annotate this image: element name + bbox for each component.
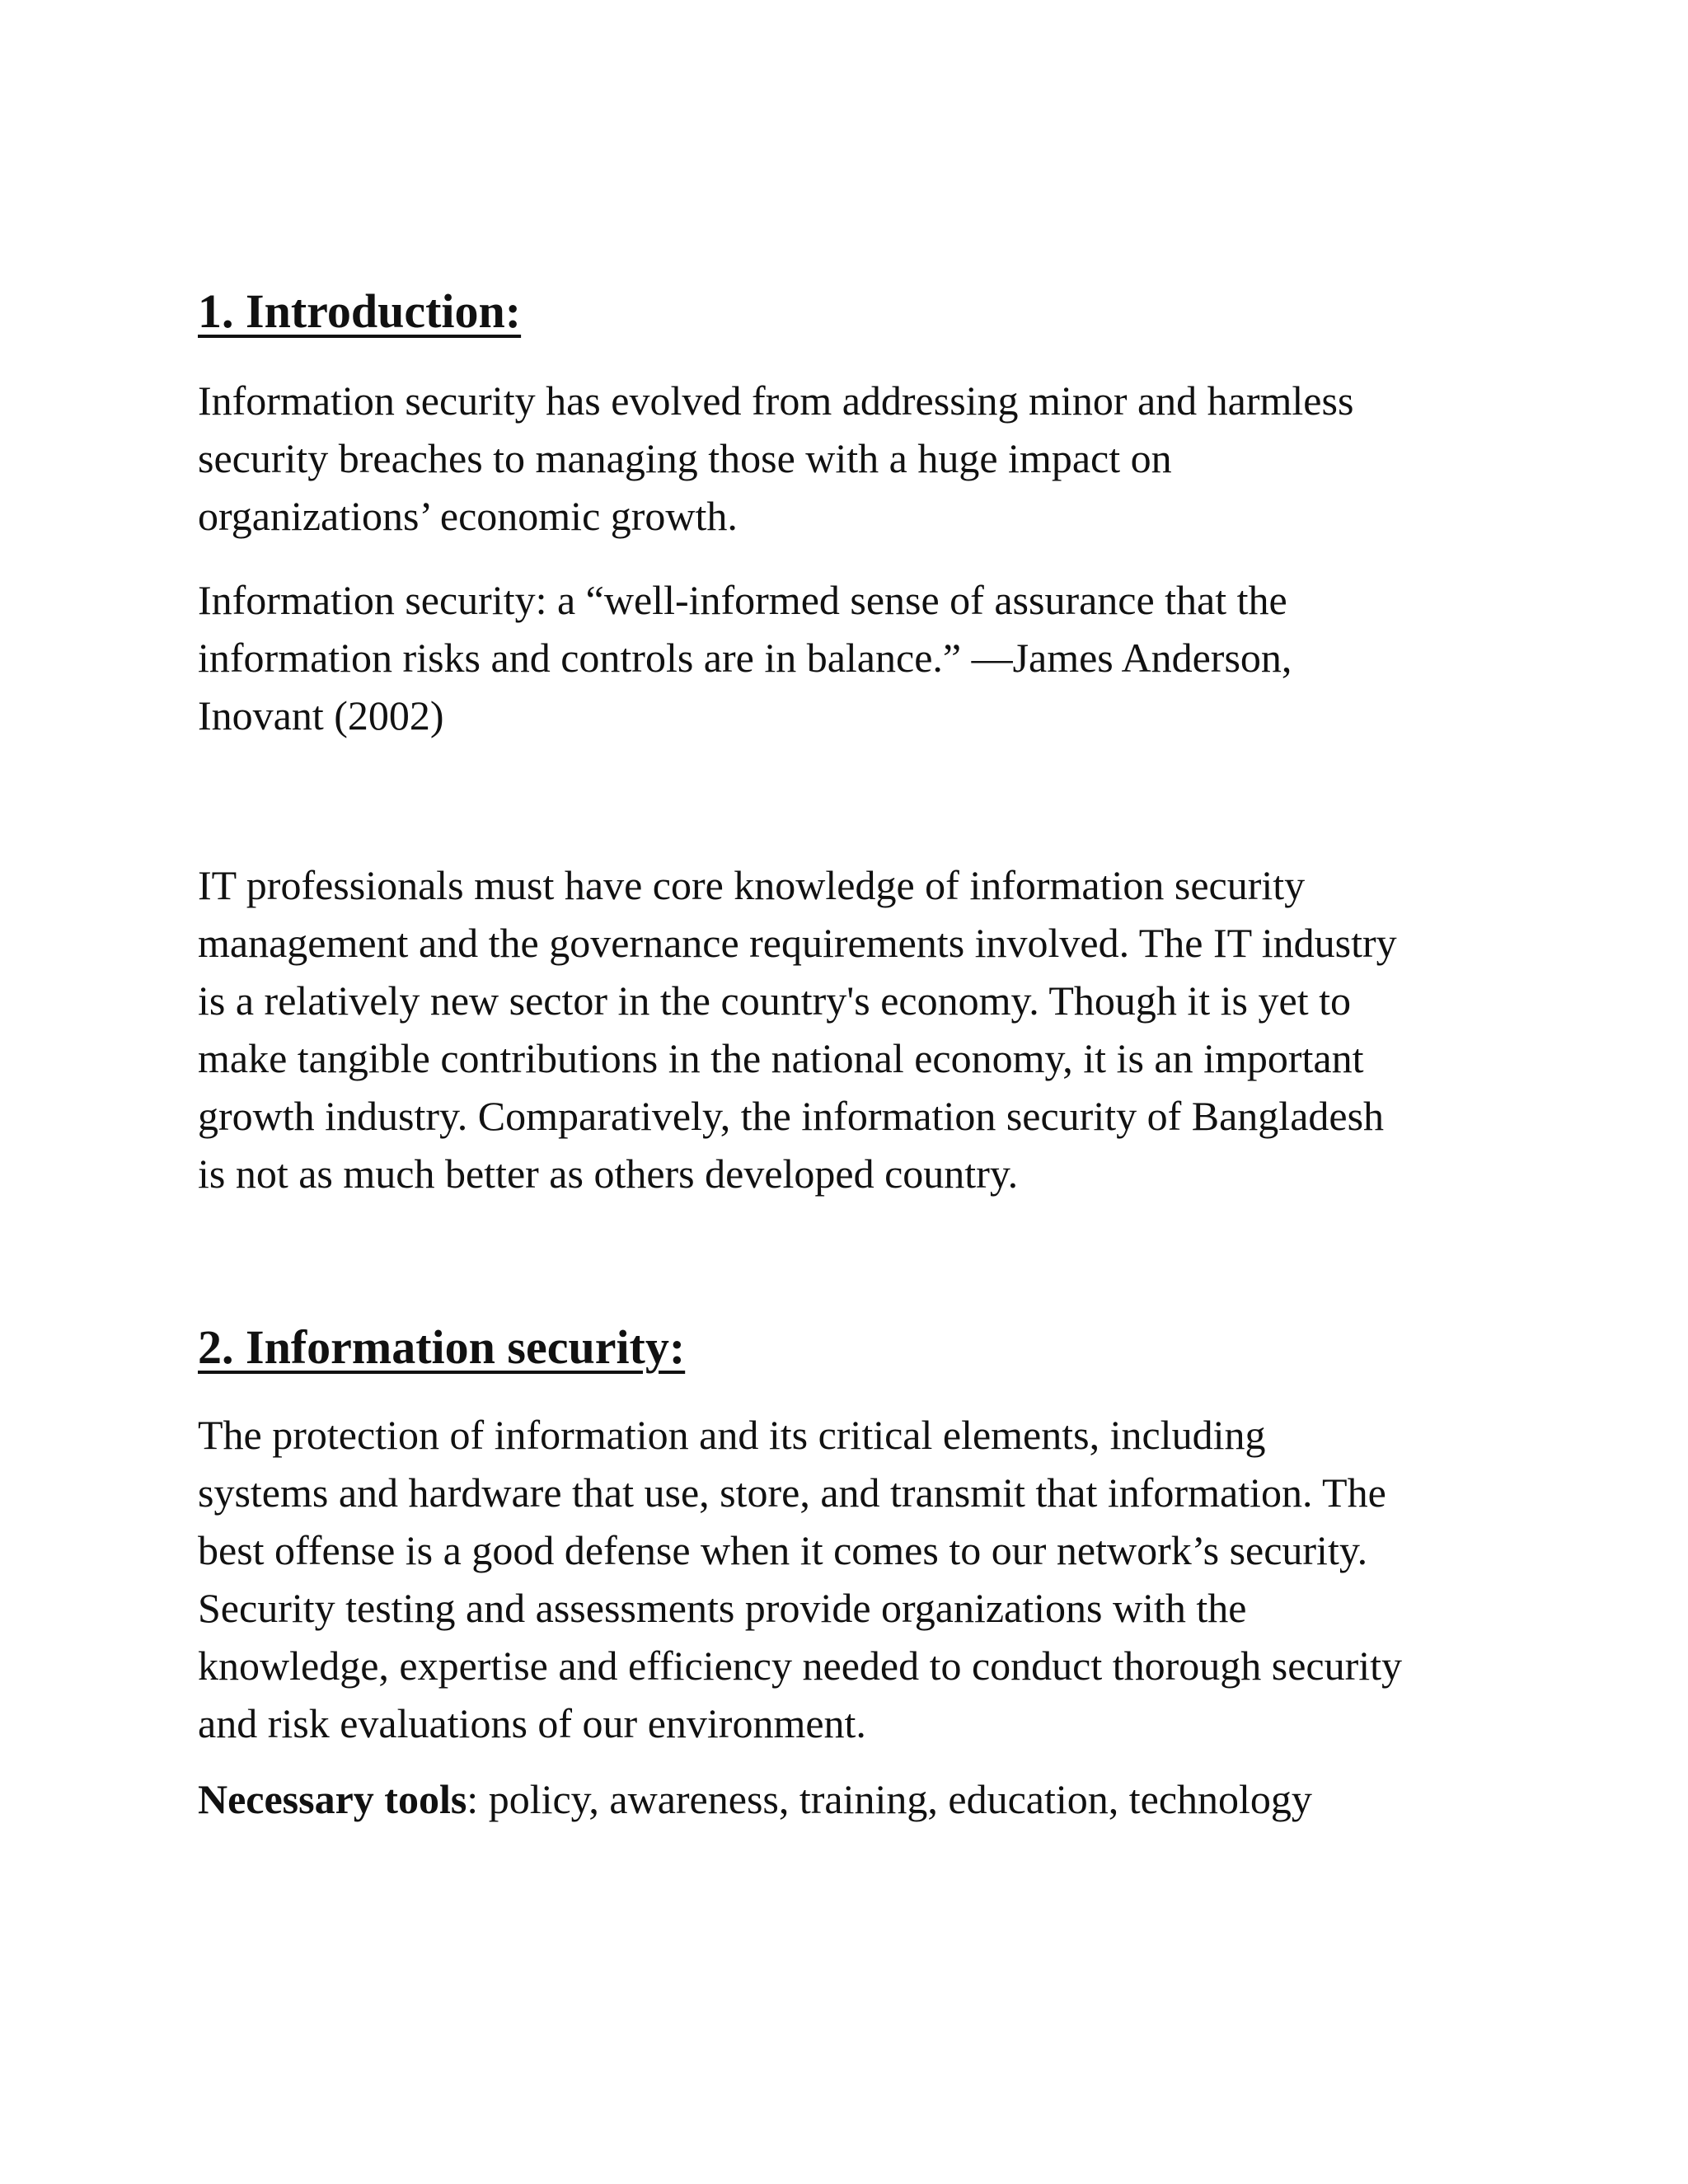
- intro-paragraph-quote: [198, 571, 1517, 744]
- text-line: Inovant (2002): [198, 692, 444, 738]
- text-line: [198, 1770, 1517, 1828]
- text-line: Information security has evolved from addressing minor and harmless: [198, 377, 1354, 424]
- text-line: systems and hardware that use, store, and transmit that information. The: [198, 1469, 1386, 1516]
- text-line: make tangible contributions in the national economy, it is an important: [198, 1035, 1364, 1081]
- intro-paragraph-3: [198, 856, 1517, 1202]
- text-line: Security testing and assessments provide organizations with the: [198, 1585, 1247, 1631]
- text-line: growth industry. Comparatively, the information security of Bangladesh: [198, 1093, 1385, 1139]
- text-line: Information security: a “well-informed sense of assurance that the: [198, 577, 1287, 623]
- text-line: information risks and controls are in balance.” —James Anderson,: [198, 635, 1292, 681]
- text-line: knowledge, expertise and efficiency needed to conduct thorough security: [198, 1643, 1403, 1689]
- text-line: organizations’ economic growth.: [198, 493, 738, 539]
- section-heading-information-security: 2. Information security:: [198, 1320, 686, 1374]
- text-line: and risk evaluations of our environment.: [198, 1700, 866, 1746]
- necessary-tools-line: [198, 1770, 1517, 1828]
- intro-paragraph-1: [198, 372, 1517, 545]
- necessary-tools-text: : policy, awareness, training, education, technology: [467, 1776, 1312, 1822]
- text-line: is not as much better as others developed country.: [198, 1151, 1019, 1197]
- necessary-tools-label: Necessary tools: [198, 1776, 467, 1822]
- text-line: is a relatively new sector in the country's economy. Though it is yet to: [198, 977, 1351, 1024]
- text-line: The protection of information and its critical elements, including: [198, 1412, 1266, 1458]
- infosec-paragraph: [198, 1406, 1517, 1752]
- section-heading-introduction: 1. Introduction:: [198, 284, 522, 338]
- text-line: management and the governance requirements involved. The IT industry: [198, 920, 1397, 966]
- text-line: best offense is a good defense when it comes to our network’s security.: [198, 1527, 1368, 1573]
- text-line: IT professionals must have core knowledge of information security: [198, 862, 1306, 908]
- text-line: security breaches to managing those with a huge impact on: [198, 435, 1172, 481]
